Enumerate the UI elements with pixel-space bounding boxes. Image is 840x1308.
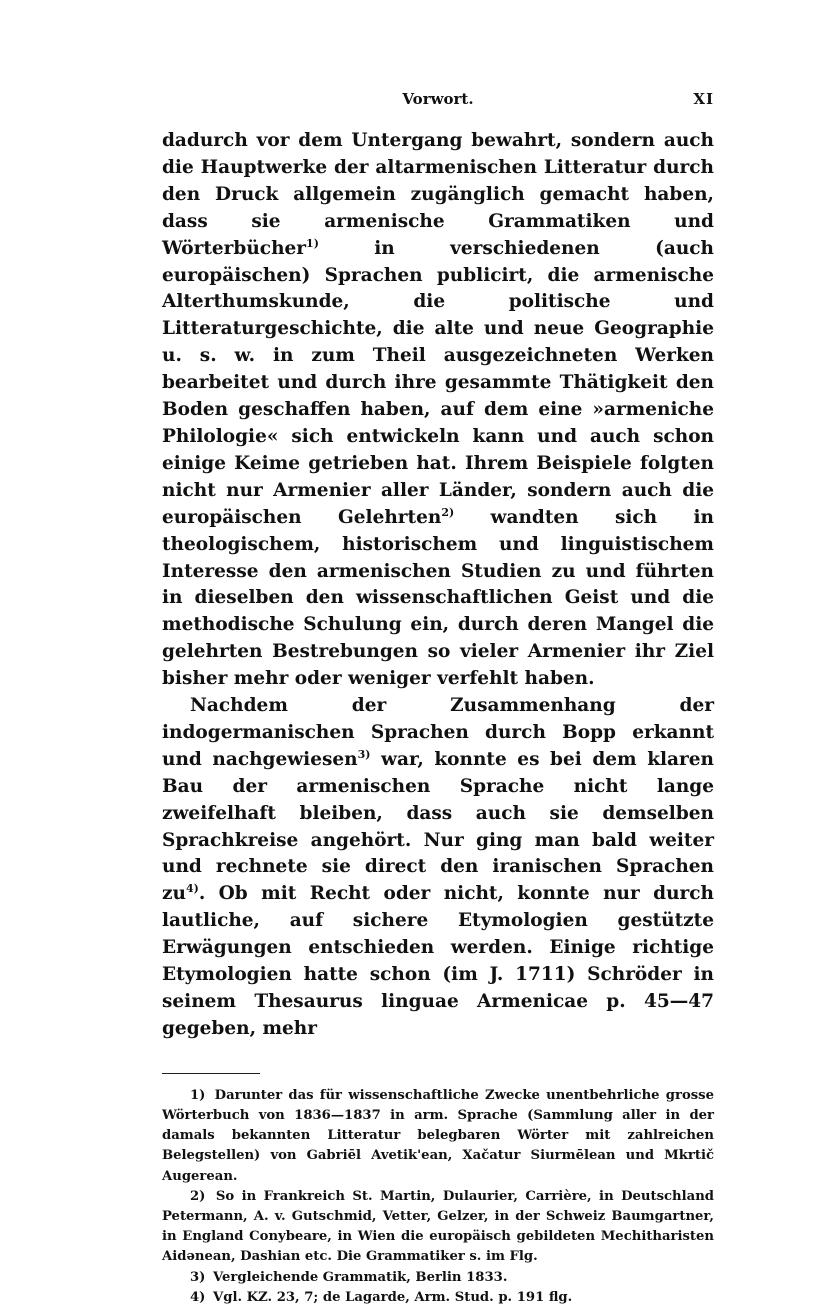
footnote-number: 4) xyxy=(190,1289,206,1305)
footnote-reference: 3) xyxy=(357,747,371,761)
text-segment: Nachdem der Zusammenhang der indogermanischen Sprachen durch Bopp erkannt und nachgewiesen xyxy=(162,695,714,770)
footnote-reference: 2) xyxy=(441,505,455,519)
running-title: Vorwort. xyxy=(402,90,474,108)
footnotes xyxy=(162,1086,714,1308)
text-segment: . Ob mit Recht oder nicht, konnte nur durch lautliche, auf sichere Etymologien gestützte Erwägungen entschieden werden. Einige richtige Etymologien hatte schon (im J. 1711) Schröder in seinem Thesaurus linguae Armenicae p. 45—47 gegeben, mehr xyxy=(162,883,714,1039)
paragraph xyxy=(162,693,714,1043)
text-segment: war, konnte es bei dem klaren Bau der armenischen Sprache nicht lange zweifelhaft bleiben, dass auch sie demselben Sprachkreise angehört. Nur ging man bald weiter und rechnete sie direct den iranischen Sprachen zu xyxy=(162,748,714,905)
page xyxy=(162,86,714,1308)
footnote xyxy=(162,1187,714,1268)
footnote xyxy=(162,1288,714,1308)
text-segment: wandten sich in theologischem, historischem und linguistischem Interesse den armenischen Studien zu und führten in dieselben den wissenschaftlichen Geist und die methodische Schulung ein, durch deren Mangel die gelehrten Bestrebungen so vieler Armenier ihr Ziel bisher mehr oder weniger verfehlt haben. xyxy=(162,506,714,690)
footnote-number: 2) xyxy=(190,1188,206,1204)
paragraph xyxy=(162,128,714,693)
footnote-text: So in Frankreich St. Martin, Dulaurier, Carrière, in Deutschland Petermann, A. v. Gutschmid, Vetter, Gelzer, in der Schweiz Baumgartner, in England Conybeare, in Wien die europäisch gebildeten Mechitharisten Aidənean, Dashian etc. Die Grammatiker s. im Flg. xyxy=(162,1188,715,1265)
footnote-number: 3) xyxy=(190,1269,206,1285)
footnote-text: Darunter das für wissenschaftliche Zwecke unentbehrliche grosse Wörterbuch von 1836—1837 in arm. Sprache (Sammlung aller in der damals bekannten Litteratur belegbaren Wörter mit zahlreichen Belegstellen) von Gabriēl Avetik'ean, Xačatur Siurmēlean und Mkrtič Augerean. xyxy=(162,1087,714,1184)
running-header xyxy=(162,86,714,116)
footnote xyxy=(162,1268,714,1288)
main-text xyxy=(162,128,714,1043)
text-segment: dadurch vor dem Untergang bewahrt, sondern auch die Hauptwerke der altarmenischen Litteratur durch den Druck allgemein zugänglich gemacht haben, dass sie armenische Grammatiken und Wörterbücher xyxy=(162,130,714,259)
footnote-number: 1) xyxy=(190,1087,206,1103)
footnote-reference: 1) xyxy=(306,236,319,250)
footnote-text: Vergleichende Grammatik, Berlin 1833. xyxy=(213,1269,508,1285)
text-segment: in verschiedenen (auch europäischen) Sprachen publicirt, die armenische Alterthumskunde, die politische und Litteraturgeschichte, die alte und neue Geographie u. s. w. in zum Theil ausgezeichneten Werken bearbeitet und durch ihre gesammte Thätigkeit den Boden geschaffen haben, auf dem eine »armeniche Philologie« sich entwickeln kann und auch schon einige Keime getrieben hat. Ihrem Beispiele folgten nicht nur Armenier aller Länder, sondern auch die europäischen Gelehrten xyxy=(162,237,714,528)
footnote-reference: 4) xyxy=(185,882,199,896)
footnote-separator xyxy=(162,1073,260,1074)
footnote-text: Vgl. KZ. 23, 7; de Lagarde, Arm. Stud. p. 191 flg. xyxy=(213,1289,573,1305)
footnote xyxy=(162,1086,714,1187)
page-number: XI xyxy=(693,90,714,108)
